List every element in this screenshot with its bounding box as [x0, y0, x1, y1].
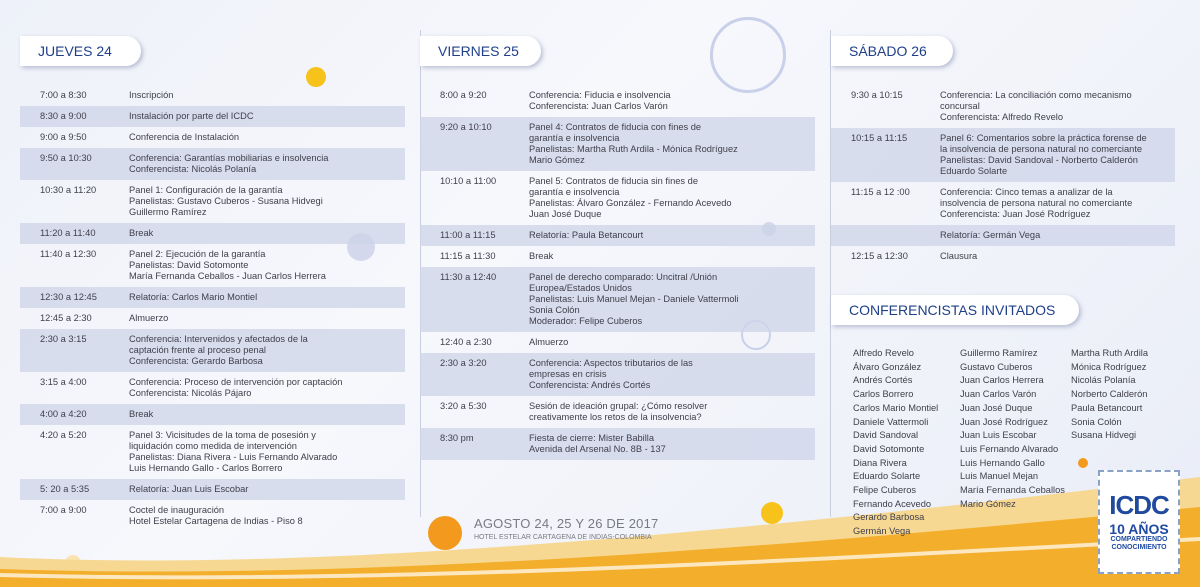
schedule-row: [20, 127, 405, 148]
speaker-name: Carlos Borrero: [853, 389, 914, 400]
session-time: 2:30 a 3:15: [40, 334, 87, 344]
schedule-row: [420, 225, 815, 246]
speaker-name: Luis Manuel Mejan: [960, 471, 1039, 482]
session-time: 9:30 a 10:15: [851, 90, 903, 100]
session-time: 12:15 a 12:30: [851, 251, 908, 261]
schedule-row: [20, 85, 405, 106]
schedule-row: [20, 244, 405, 287]
speaker-name: Paula Betancourt: [1071, 402, 1143, 413]
session-time: 11:15 a 12 :00: [851, 187, 910, 197]
schedule-row: [420, 332, 815, 353]
session-time: 12:45 a 2:30: [40, 313, 92, 323]
session-description: Break: [129, 409, 154, 419]
schedule-row: [420, 428, 815, 460]
schedule-row: [20, 372, 405, 404]
session-description: Panel 1: Configuración de la garantía Panelistas: Gustavo Cuberos - Susana Hidvegi Guillermo Ramírez: [129, 185, 323, 217]
speaker-name: Felipe Cuberos: [853, 485, 917, 496]
session-description: Conferencia: La conciliación como mecanismo concursal Conferencista: Alfredo Revelo: [940, 90, 1132, 122]
session-time: 8:30 a 9:00: [40, 111, 87, 121]
saturday-title: SÁBADO 26: [849, 43, 927, 59]
speaker-name: Juan José Rodríguez: [960, 416, 1048, 427]
session-time: 10:10 a 11:00: [440, 176, 497, 186]
session-description: Panel 2: Ejecución de la garantía Panelistas: David Sotomonte María Fernanda Ceballos - Juan Carlos Herrera: [129, 249, 326, 281]
session-time: 7:00 a 8:30: [40, 90, 87, 100]
session-description: Clausura: [940, 251, 978, 261]
schedule-row: [420, 85, 815, 117]
event-date: AGOSTO 24, 25 Y 26 DE 2017: [474, 516, 659, 531]
session-description: Panel 5: Contratos de fiducia sin fines de garantía e insolvencia Panelistas: Álvaro González - Fernando Acevedo Juan José Duque: [529, 176, 732, 219]
session-time: 2:30 a 3:20: [440, 358, 487, 368]
icdc-logo: [1098, 470, 1180, 574]
speaker-name: Carlos Mario Montiel: [853, 402, 939, 413]
speaker-name: Gerardo Barbosa: [853, 512, 925, 523]
session-description: Panel 4: Contratos de fiducia con fines de garantía e insolvencia Panelistas: Martha Ruth Ardila - Mónica Rodríguez Mario Gómez: [529, 122, 738, 165]
session-description: Panel de derecho comparado: Uncitral /Unión Europea/Estados Unidos Panelistas: Luis Manuel Mejan - Daniele Vattermoli Sonia Colón Moderador: Felipe Cuberos: [529, 272, 739, 326]
speaker-name: David Sandoval: [853, 430, 919, 441]
thursday-tab: [20, 36, 141, 66]
schedule-row: [420, 353, 815, 396]
session-description: Inscripción: [129, 90, 174, 100]
schedule-row: [20, 500, 405, 532]
speaker-name: Alfredo Revelo: [853, 348, 914, 358]
orange-dot-decoration: [1078, 458, 1088, 468]
speaker-name: Álvaro González: [853, 361, 922, 372]
friday-schedule: [420, 85, 815, 460]
speaker-name: Juan Luis Escobar: [960, 430, 1037, 441]
speaker-name: Susana Hidvegi: [1071, 430, 1137, 441]
session-time: 3:20 a 5:30: [440, 401, 487, 411]
schedule-row: [420, 246, 815, 267]
session-description: Break: [529, 251, 554, 261]
saturday-tab: [831, 36, 953, 66]
session-description: Almuerzo: [129, 313, 169, 323]
schedule-row: [20, 329, 405, 372]
session-description: Sesión de ideación grupal: ¿Cómo resolver creativamente los retos de la insolvencia?: [529, 401, 708, 422]
speaker-name: Guillermo Ramírez: [960, 348, 1038, 358]
speakers-title: CONFERENCISTAS INVITADOS: [849, 302, 1056, 318]
session-description: Conferencia: Proceso de intervención por captación Conferencista: Nicolás Pájaro: [129, 377, 343, 398]
session-description: Conferencia: Aspectos tributarios de las empresas en crisis Conferencista: Andrés Cortés: [529, 358, 693, 390]
schedule-row: [420, 171, 815, 225]
session-time: 11:15 a 11:30: [440, 251, 496, 261]
session-time: 9:50 a 10:30: [40, 153, 92, 163]
speaker-name: Diana Rivera: [853, 457, 907, 468]
session-time: 3:15 a 4:00: [40, 377, 87, 387]
schedule-row: [20, 404, 405, 425]
session-description: Conferencia de Instalación: [129, 132, 240, 142]
speaker-name: Fernando Acevedo: [853, 498, 932, 509]
schedule-row: [20, 308, 405, 329]
thursday-title: JUEVES 24: [38, 43, 112, 59]
schedule-row: [831, 182, 1175, 225]
speaker-name: Martha Ruth Ardila: [1071, 348, 1148, 358]
session-description: Relatoría: Paula Betancourt: [529, 230, 644, 240]
session-time: [851, 230, 940, 241]
friday-tab: [420, 36, 541, 66]
outline-circle-decoration: [710, 17, 786, 93]
logo-tagline: COMPARTIENDO CONOCIMIENTO: [1110, 536, 1168, 551]
session-description: Almuerzo: [529, 337, 569, 347]
schedule-row: [831, 246, 1175, 267]
session-description: Conferencia: Cinco temas a analizar de la insolvencia de persona natural no comerciante Conferencista: Juan José Rodríguez: [940, 187, 1133, 219]
speaker-name: Juan Carlos Varón: [960, 389, 1037, 400]
session-time: 4:00 a 4:20: [40, 409, 87, 419]
session-time: 12:30 a 12:45: [40, 292, 97, 302]
session-description: Coctel de inauguración Hotel Estelar Cartagena de Indias - Piso 8: [129, 505, 303, 526]
session-description: Conferencia: Intervenidos y afectados de la captación frente al proceso penal Conferencista: Gerardo Barbosa: [129, 334, 308, 366]
schedule-row: [20, 148, 405, 180]
speaker-name: David Sotomonte: [853, 443, 925, 454]
logo-years: 10 AÑOS: [1109, 521, 1169, 537]
session-description: Fiesta de cierre: Mister Babilla Avenida del Arsenal No. 8B - 137: [529, 433, 666, 454]
session-time: 5: 20 a 5:35: [40, 484, 90, 494]
speaker-name: Mario Gómez: [960, 498, 1016, 509]
speaker-name: Daniele Vattermoli: [853, 416, 929, 427]
speaker-name: Andrés Cortés: [853, 375, 913, 386]
session-time: 9:00 a 9:50: [40, 132, 87, 142]
session-description: Relatoría: Carlos Mario Montiel: [129, 292, 258, 302]
schedule-row: [420, 396, 815, 428]
saturday-schedule: [831, 85, 1175, 267]
schedule-row: [831, 225, 1175, 246]
session-time: 7:00 a 9:00: [40, 505, 87, 515]
session-time: 8:00 a 9:20: [440, 90, 487, 100]
thursday-schedule: [20, 85, 405, 532]
schedule-row: [20, 479, 405, 500]
session-time: 9:20 a 10:10: [440, 122, 492, 132]
schedule-row: [20, 180, 405, 223]
speakers-column-2: [960, 347, 1065, 511]
speaker-name: Mónica Rodríguez: [1071, 361, 1147, 372]
speaker-name: Luis Fernando Alvarado: [960, 443, 1059, 454]
session-description: Panel 6: Comentarios sobre la práctica forense de la insolvencia de persona natural no comerciante Panelistas: David Sandoval - Norberto Calderón Eduardo Solarte: [940, 133, 1147, 176]
speaker-name: Juan José Duque: [960, 402, 1033, 413]
schedule-row: [20, 425, 405, 479]
schedule-row: [20, 223, 405, 244]
session-time: 8:30 pm: [440, 433, 474, 443]
logo-name: ICDC: [1109, 490, 1169, 520]
speaker-name: Juan Carlos Herrera: [960, 375, 1044, 386]
session-description: Relatoría: Germán Vega: [940, 230, 1041, 240]
schedule-row: [420, 267, 815, 332]
schedule-row: [20, 287, 405, 308]
speakers-column-3: [1071, 347, 1148, 443]
speakers-tab: [831, 295, 1079, 325]
schedule-row: [831, 128, 1175, 182]
session-description: Break: [129, 228, 154, 238]
session-description: Instalación por parte del ICDC: [129, 111, 254, 121]
speaker-name: Luis Hernando Gallo: [960, 457, 1045, 468]
speakers-column-1: [853, 347, 938, 539]
session-description: Conferencia: Fiducia e insolvencia Conferencista: Juan Carlos Varón: [529, 90, 671, 111]
session-time: 11:40 a 12:30: [40, 249, 97, 259]
session-time: 10:15 a 11:15: [851, 133, 908, 143]
schedule-row: [831, 85, 1175, 128]
speaker-name: Germán Vega: [853, 526, 911, 537]
session-time: 10:30 a 11:20: [40, 185, 97, 195]
event-venue: HOTEL ESTELAR CARTAGENA DE INDIAS-COLOMBIA: [474, 534, 652, 541]
yellow-dot-decoration: [306, 67, 326, 87]
speaker-name: Sonia Colón: [1071, 416, 1122, 427]
session-time: 11:30 a 12:40: [440, 272, 497, 282]
session-time: 11:00 a 11:15: [440, 230, 496, 240]
session-time: 12:40 a 2:30: [440, 337, 492, 347]
session-description: Panel 3: Vicisitudes de la toma de posesión y liquidación como medida de intervención Panelistas: Diana Rivera - Luis Fernando Alvarado Luis Hernando Gallo - Carlos Borrero: [129, 430, 338, 473]
session-description: Relatoría: Juan Luis Escobar: [129, 484, 249, 494]
schedule-row: [420, 117, 815, 171]
speaker-name: Eduardo Solarte: [853, 471, 921, 482]
speaker-name: Norberto Calderón: [1071, 389, 1148, 400]
speaker-name: María Fernanda Ceballos: [960, 485, 1065, 496]
session-time: 4:20 a 5:20: [40, 430, 87, 440]
session-time: 11:20 a 11:40: [40, 228, 96, 238]
session-description: Conferencia: Garantías mobiliarias e insolvencia Conferencista: Nicolás Polanía: [129, 153, 329, 174]
friday-title: VIERNES 25: [438, 43, 519, 59]
speaker-name: Nicolás Polanía: [1071, 375, 1136, 386]
speaker-name: Gustavo Cuberos: [960, 361, 1033, 372]
schedule-row: [20, 106, 405, 127]
